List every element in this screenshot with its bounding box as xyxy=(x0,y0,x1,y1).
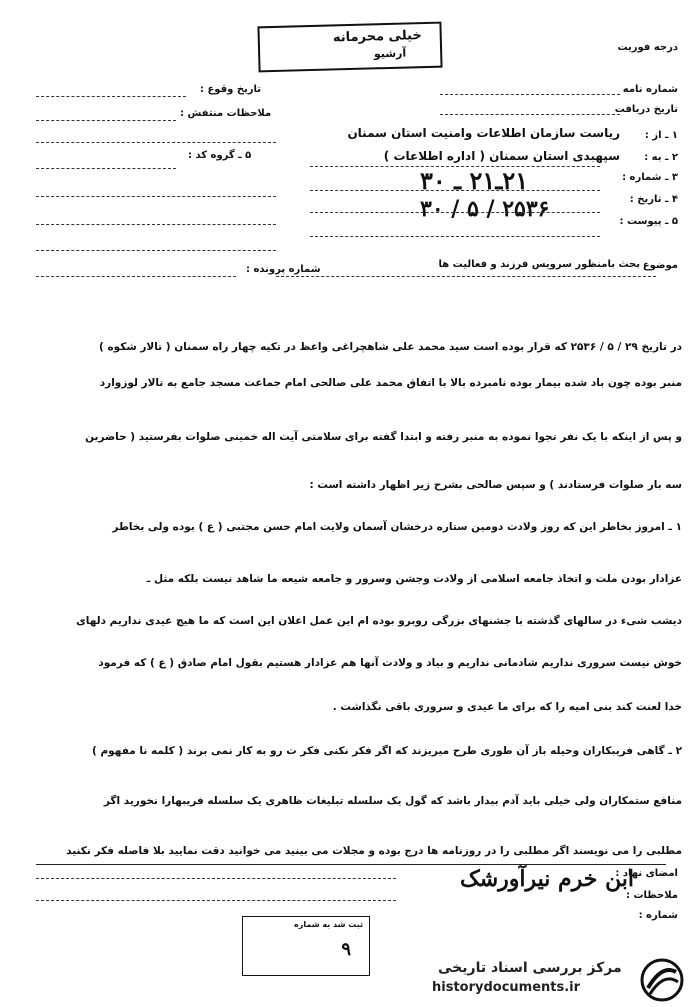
dotted-line xyxy=(36,224,276,225)
body-line: در تاریخ ۲۹ / ۵ / ۲۵۳۶ که قرار بوده است سید محمد علی شاهچراغی واعظ در تکیه چهار راه سمنان ( تالار شکوه ) xyxy=(99,341,682,353)
dotted-line xyxy=(36,196,276,197)
dotted-line xyxy=(310,236,600,237)
body-line: و پس از اینکه با یک نفر تجوا نموده به منبر رفته و ابتدا گفته برای سلامتی آیت اله خمینی صلوات بفرستید ( حاضرین xyxy=(85,431,682,443)
dotted-line xyxy=(36,96,186,97)
stamp-line-2: ۹ xyxy=(341,939,351,960)
item-2-num: ۲ ـ به : xyxy=(644,152,678,163)
signature: ابن خرم نیرآورشک xyxy=(460,866,635,892)
dotted-line xyxy=(36,250,276,251)
subject-text: بحث بامنظور سرویس فرزند و فعالیت ها xyxy=(438,259,640,270)
footer-label-1: امضای نهاد : xyxy=(615,868,678,879)
dotted-line xyxy=(36,900,396,901)
stamp-line-1: خیلی محرمانه xyxy=(332,28,422,46)
urgency-label: درجه فوریت xyxy=(617,42,678,53)
body-line: خدا لعنت کند بنی امیه را که برای ما عیدی و سروری باقی نگذاشت . xyxy=(332,701,682,713)
classification-stamp xyxy=(257,22,442,73)
dotted-line xyxy=(440,114,620,115)
archive-logo-icon xyxy=(640,958,684,1002)
dotted-line xyxy=(310,212,600,213)
remarks-label: ملاحظات منتفش : xyxy=(180,108,272,119)
letter-number-label: شماره نامه xyxy=(622,84,678,95)
item-1-value: ریاست سازمان اطلاعات وامنیت استان سمنان xyxy=(347,126,620,140)
handwritten-date: ۲۵۳۶ / ۵ / ۳۰ xyxy=(420,196,550,222)
dotted-line xyxy=(36,168,176,169)
body-line: ۲ ـ گاهی فریبکاران وحیله باز آن طوری طرح میریزند که اگر فکر نکنی فکر ت رو به کار نمی برند ( کلمه نا مفهوم ) xyxy=(92,745,682,757)
date-entry-label: تاریخ وقوع : xyxy=(200,84,262,95)
dotted-line xyxy=(310,190,600,191)
body-line: عزادار بودن ملت و اتخاذ جامعه اسلامی از ولادت وجشن وسرور و جامعه شیعه ما شاهد نیست بلکه مثل ـ xyxy=(146,573,682,585)
handwritten-number: ۲۱ـ۲۱ ـ ۳۰ xyxy=(420,166,529,195)
body-line: ۱ ـ امروز بخاطر این که روز ولادت دومین ستاره درخشان آسمان ولایت امام حسن مجتبی ( ع ) بوده ولی بخاطر xyxy=(112,521,682,533)
body-line: سه بار صلوات فرستادند ) و سپس صالحی بشرح زیر اظهار داشته است : xyxy=(309,479,682,491)
footer-label-3: شماره : xyxy=(638,910,678,921)
dotted-line xyxy=(36,142,276,143)
reception-label: تاریخ دریافت xyxy=(614,104,678,115)
body-line: خوش نیست سروری نداریم شادمانی نداریم و بیاد و ولادت آنها هم عزادار هستیم بقول امام صادق ( ع ) که فرمود xyxy=(98,657,682,669)
dotted-line xyxy=(440,94,620,95)
footer-rule xyxy=(36,864,666,865)
reference-label: شماره پرونده : xyxy=(246,264,321,275)
item-4-num: ۴ ـ تاریخ : xyxy=(629,194,678,205)
group-code-label: ۵ ـ گروه کد : xyxy=(188,150,252,161)
body-line: مطلبی را می نویسند اگر مطلبی را در روزنامه ها درج بوده و مجلات می بینید می خوانید دقت نمایید بلا فاصله فکر نکنید xyxy=(66,845,682,857)
watermark-url: historydocuments.ir xyxy=(432,980,581,995)
body-line: منافع ستمکاران ولی خیلی باید آدم بیدار باشد که گول یک سلسله تبلیغات ظاهری یک سلسله فریبهارا نخورید اگر xyxy=(103,795,682,807)
dotted-line xyxy=(36,120,176,121)
body-line: دیشب شیء در سالهای گذشته با جشنهای بزرگی روبرو بوده ام این عمل اعلان این است که ما هیچ عیدی نداریم دلهای xyxy=(76,615,682,627)
dotted-line xyxy=(276,276,656,277)
dotted-line xyxy=(36,878,396,879)
item-3-num: ۳ ـ شماره : xyxy=(622,172,678,183)
item-1-num: ۱ ـ از : xyxy=(644,130,678,141)
registration-stamp xyxy=(242,916,370,976)
subject-label: موضوع xyxy=(642,260,678,271)
footer-label-2: ملاحظات : xyxy=(625,890,678,901)
item-2-value: سپهبدی استان سمنان ( اداره اطلاعات ) xyxy=(383,149,620,163)
stamp-line-1: ثبت شد به شماره xyxy=(294,920,363,929)
dotted-line xyxy=(36,276,236,277)
stamp-line-2: آرشیو xyxy=(373,46,407,61)
body-line: منبر بوده چون باد شده بیمار بوده نامبرده بالا با اتفاق محمد علی صالحی امام جماعت مسجد جامع به تالار لوزوارد xyxy=(99,377,682,389)
item-5-num: ۵ ـ پیوست : xyxy=(619,216,678,227)
watermark-text: مرکز بررسی اسناد تاریخی xyxy=(438,960,622,976)
